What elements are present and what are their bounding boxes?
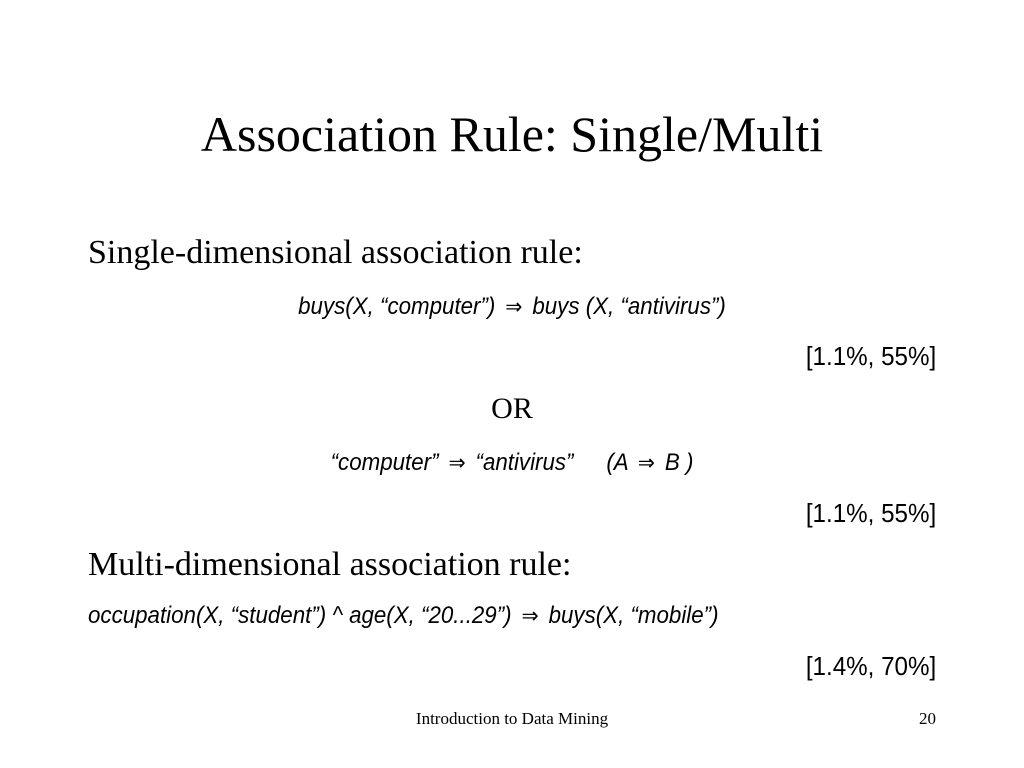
implies-arrow-icon: ⇒ (521, 604, 539, 629)
single-dimensional-heading: Single-dimensional association rule: (88, 234, 583, 271)
rule-consequent: buys(X, “mobile”) (548, 602, 719, 629)
page-number: 20 (919, 709, 936, 728)
rule-antecedent: occupation(X, “student”) ^ age(X, “20...29”) (88, 602, 512, 629)
support-confidence-multi: [1.4%, 70%] (805, 651, 936, 681)
rule-consequent: buys (X, “antivirus”) (532, 293, 726, 320)
abstract-rule-close: B ) (664, 449, 694, 476)
or-separator: OR (491, 392, 533, 425)
multi-dimensional-rule (88, 601, 719, 632)
implies-arrow-icon: ⇒ (448, 451, 466, 476)
footer-title: Introduction to Data Mining (415, 709, 609, 728)
support-confidence-single: [1.1%, 55%] (805, 341, 936, 371)
abstract-rule-open: (A (606, 449, 628, 476)
implies-arrow-icon: ⇒ (637, 451, 655, 476)
support-confidence-item: [1.1%, 55%] (805, 498, 936, 528)
implies-arrow-icon: ⇒ (505, 295, 523, 320)
slide-title: Association Rule: Single/Multi (200, 106, 824, 162)
rule-consequent: “antivirus” (475, 449, 574, 476)
item-level-rule (36, 448, 988, 479)
rule-antecedent: buys(X, “computer”) (298, 293, 496, 320)
rule-antecedent: “computer” (330, 449, 439, 476)
multi-dimensional-heading: Multi-dimensional association rule: (88, 546, 572, 583)
single-dimensional-rule (36, 292, 988, 323)
